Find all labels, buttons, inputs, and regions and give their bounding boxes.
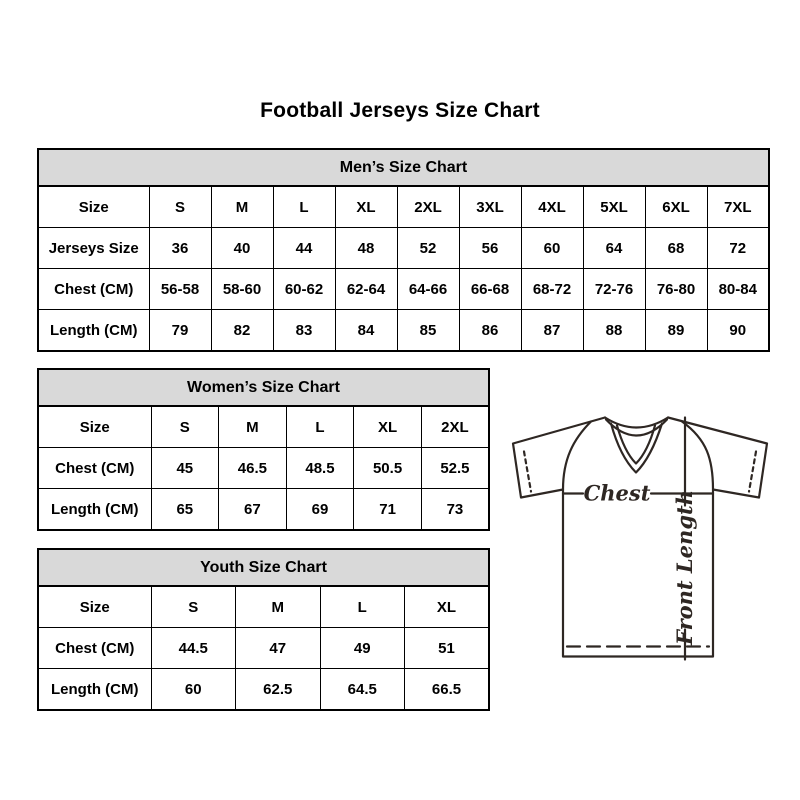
value-cell: 65: [151, 489, 219, 531]
value-cell: 66-68: [459, 269, 521, 310]
table-title-band: Women’s Size Chart: [38, 369, 489, 406]
value-cell: 84: [335, 310, 397, 352]
row-label-cell: Size: [38, 586, 151, 628]
value-cell: 47: [236, 628, 321, 669]
row-label-cell: Chest (CM): [38, 448, 151, 489]
value-cell: 49: [320, 628, 405, 669]
value-cell: 90: [707, 310, 769, 352]
size-header-cell: XL: [405, 586, 490, 628]
value-cell: 44: [273, 228, 335, 269]
value-cell: 60: [521, 228, 583, 269]
value-cell: 71: [354, 489, 422, 531]
row-label-cell: Length (CM): [38, 310, 149, 352]
size-header-cell: 3XL: [459, 186, 521, 228]
value-cell: 85: [397, 310, 459, 352]
value-cell: 62.5: [236, 669, 321, 711]
value-cell: 64-66: [397, 269, 459, 310]
size-header-cell: 6XL: [645, 186, 707, 228]
value-cell: 52: [397, 228, 459, 269]
size-header-cell: S: [149, 186, 211, 228]
value-cell: 72-76: [583, 269, 645, 310]
womens-size-chart-table: [37, 368, 490, 531]
size-header-cell: S: [151, 586, 236, 628]
table-title-band: Youth Size Chart: [38, 549, 489, 586]
youth-size-chart-table: [37, 548, 490, 711]
value-cell: 64.5: [320, 669, 405, 711]
table-title-band: Men’s Size Chart: [38, 149, 769, 186]
right-armhole-seam: [682, 422, 713, 490]
size-header-cell: XL: [335, 186, 397, 228]
value-cell: 58-60: [211, 269, 273, 310]
value-cell: 87: [521, 310, 583, 352]
womens-size-chart: [37, 368, 490, 531]
size-header-cell: L: [320, 586, 405, 628]
value-cell: 56-58: [149, 269, 211, 310]
mens-size-chart: [37, 148, 770, 352]
mens-size-chart-table: [37, 148, 770, 352]
value-cell: 69: [286, 489, 354, 531]
row-label-cell: Length (CM): [38, 489, 151, 531]
value-cell: 76-80: [645, 269, 707, 310]
size-header-cell: XL: [354, 406, 422, 448]
value-cell: 45: [151, 448, 219, 489]
size-header-cell: M: [219, 406, 287, 448]
value-cell: 48: [335, 228, 397, 269]
size-header-cell: 2XL: [421, 406, 489, 448]
table-row: [38, 406, 489, 448]
youth-size-chart: [37, 548, 490, 711]
table-row: [38, 310, 769, 352]
table-row: [38, 448, 489, 489]
value-cell: 73: [421, 489, 489, 531]
size-header-cell: 4XL: [521, 186, 583, 228]
value-cell: 79: [149, 310, 211, 352]
size-header-cell: 2XL: [397, 186, 459, 228]
size-header-cell: 7XL: [707, 186, 769, 228]
value-cell: 40: [211, 228, 273, 269]
value-cell: 44.5: [151, 628, 236, 669]
value-cell: 64: [583, 228, 645, 269]
right-cuff-dashed-line: [749, 452, 756, 492]
value-cell: 62-64: [335, 269, 397, 310]
table-row: [38, 186, 769, 228]
value-cell: 83: [273, 310, 335, 352]
value-cell: 50.5: [354, 448, 422, 489]
table-row: [38, 586, 489, 628]
left-armhole-seam: [563, 422, 591, 490]
size-header-cell: 5XL: [583, 186, 645, 228]
value-cell: 51: [405, 628, 490, 669]
row-label-cell: Chest (CM): [38, 628, 151, 669]
size-header-cell: L: [273, 186, 335, 228]
value-cell: 72: [707, 228, 769, 269]
row-label-cell: Jerseys Size: [38, 228, 149, 269]
size-header-cell: S: [151, 406, 219, 448]
value-cell: 68-72: [521, 269, 583, 310]
chest-measure-label: Chest: [583, 480, 651, 506]
row-label-cell: Size: [38, 406, 151, 448]
table-row: [38, 269, 769, 310]
jersey-measurement-diagram: [505, 408, 775, 666]
value-cell: 80-84: [707, 269, 769, 310]
value-cell: 60-62: [273, 269, 335, 310]
size-header-cell: M: [211, 186, 273, 228]
value-cell: 89: [645, 310, 707, 352]
value-cell: 48.5: [286, 448, 354, 489]
value-cell: 68: [645, 228, 707, 269]
jersey-outline: [513, 418, 767, 657]
left-cuff-dashed-line: [524, 452, 531, 492]
value-cell: 67: [219, 489, 287, 531]
row-label-cell: Chest (CM): [38, 269, 149, 310]
size-header-cell: M: [236, 586, 321, 628]
value-cell: 88: [583, 310, 645, 352]
front-length-measure-label: Front Length: [672, 490, 697, 645]
size-header-cell: L: [286, 406, 354, 448]
value-cell: 56: [459, 228, 521, 269]
page-title: Football Jerseys Size Chart: [260, 99, 540, 122]
row-label-cell: Size: [38, 186, 149, 228]
value-cell: 46.5: [219, 448, 287, 489]
value-cell: 60: [151, 669, 236, 711]
value-cell: 82: [211, 310, 273, 352]
table-row: [38, 489, 489, 531]
value-cell: 36: [149, 228, 211, 269]
value-cell: 66.5: [405, 669, 490, 711]
table-row: [38, 628, 489, 669]
value-cell: 52.5: [421, 448, 489, 489]
row-label-cell: Length (CM): [38, 669, 151, 711]
table-row: [38, 228, 769, 269]
table-row: [38, 669, 489, 711]
value-cell: 86: [459, 310, 521, 352]
